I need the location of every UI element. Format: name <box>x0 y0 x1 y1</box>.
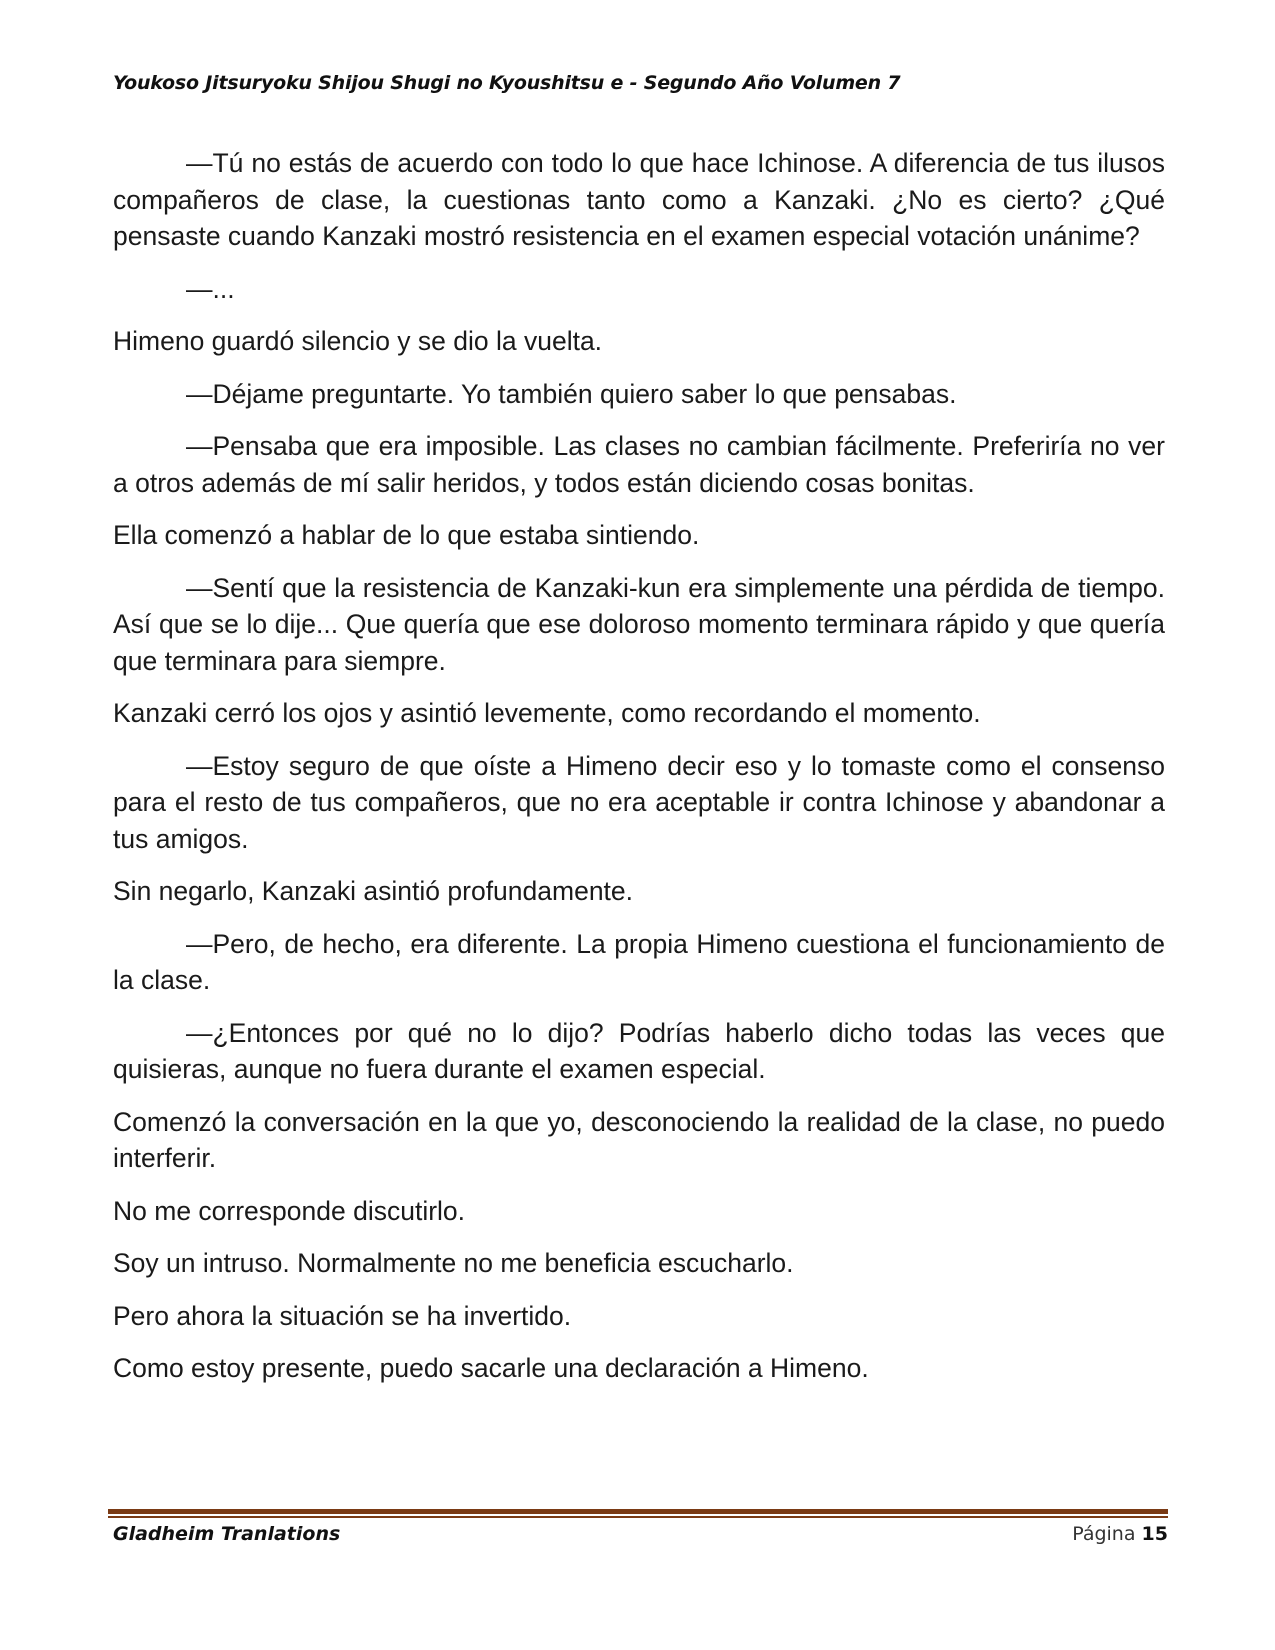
paragraph: Pero ahora la situación se ha invertido. <box>113 1300 572 1331</box>
page-body <box>113 145 1165 1403</box>
paragraph: Como estoy presente, puedo sacarle una declaración a Himeno. <box>113 1353 869 1383</box>
paragraph: —Tú no estás de acuerdo con todo lo que hace Ichinose. A diferencia de tus ilusos compañeros de clase, la cuestionas tanto como a Kanzaki. ¿No es cierto? ¿Qué pensaste cuando Kanzaki mostró resistencia en el examen especial votación unánime? <box>113 148 1165 251</box>
paragraph: Kanzaki cerró los ojos y asintió levemente, como recordando el momento. <box>113 698 981 728</box>
paragraph: —Estoy seguro de que oíste a Himeno decir eso y lo tomaste como el consenso para el resto de tus compañeros, que no era aceptable ir contra Ichinose y abandonar a tus amigos. <box>113 750 1165 854</box>
paragraph: Comenzó la conversación en la que yo, desconociendo la realidad de la clase, no puedo interferir. <box>113 1106 1165 1173</box>
paragraph: —Sentí que la resistencia de Kanzaki-kun era simplemente una pérdida de tiempo. Así que se lo dije... Que quería que ese doloroso momento terminara rápido y que quería que terminara para siempre. <box>113 572 1165 676</box>
page-number: 15 <box>1141 1523 1168 1545</box>
page-label: Página <box>1072 1523 1136 1545</box>
paragraph: —Déjame preguntarte. Yo también quiero saber lo que pensabas. <box>186 378 957 409</box>
paragraph: —... <box>186 273 235 304</box>
paragraph: —Pensaba que era imposible. Las clases no cambian fácilmente. Preferiría no ver a otros además de mí salir heridos, y todos están diciendo cosas bonitas. <box>113 431 1165 498</box>
paragraph: No me corresponde discutirlo. <box>113 1195 466 1226</box>
footer-divider-thick <box>108 1509 1168 1514</box>
footer-page-number <box>1072 1523 1168 1545</box>
paragraph: —Pero, de hecho, era diferente. La propia Himeno cuestiona el funcionamiento de la clase. <box>113 928 1165 995</box>
paragraph: Sin negarlo, Kanzaki asintió profundamente. <box>113 876 634 906</box>
paragraph: Ella comenzó a hablar de lo que estaba sintiendo. <box>113 520 700 550</box>
footer-divider-thin <box>108 1516 1168 1518</box>
page-header-title: Youkoso Jitsuryoku Shijou Shugi no Kyoushitsu e - Segundo Año Volumen 7 <box>113 72 901 94</box>
paragraph: —¿Entonces por qué no lo dijo? Podrías haberlo dicho todas las veces que quisieras, aunque no fuera durante el examen especial. <box>113 1017 1165 1084</box>
paragraph: Himeno guardó silencio y se dio la vuelta. <box>113 326 603 356</box>
footer-translator-credit: Gladheim Tranlations <box>113 1523 341 1545</box>
footer-divider <box>108 1509 1168 1518</box>
paragraph: Soy un intruso. Normalmente no me beneficia escucharlo. <box>113 1248 794 1278</box>
